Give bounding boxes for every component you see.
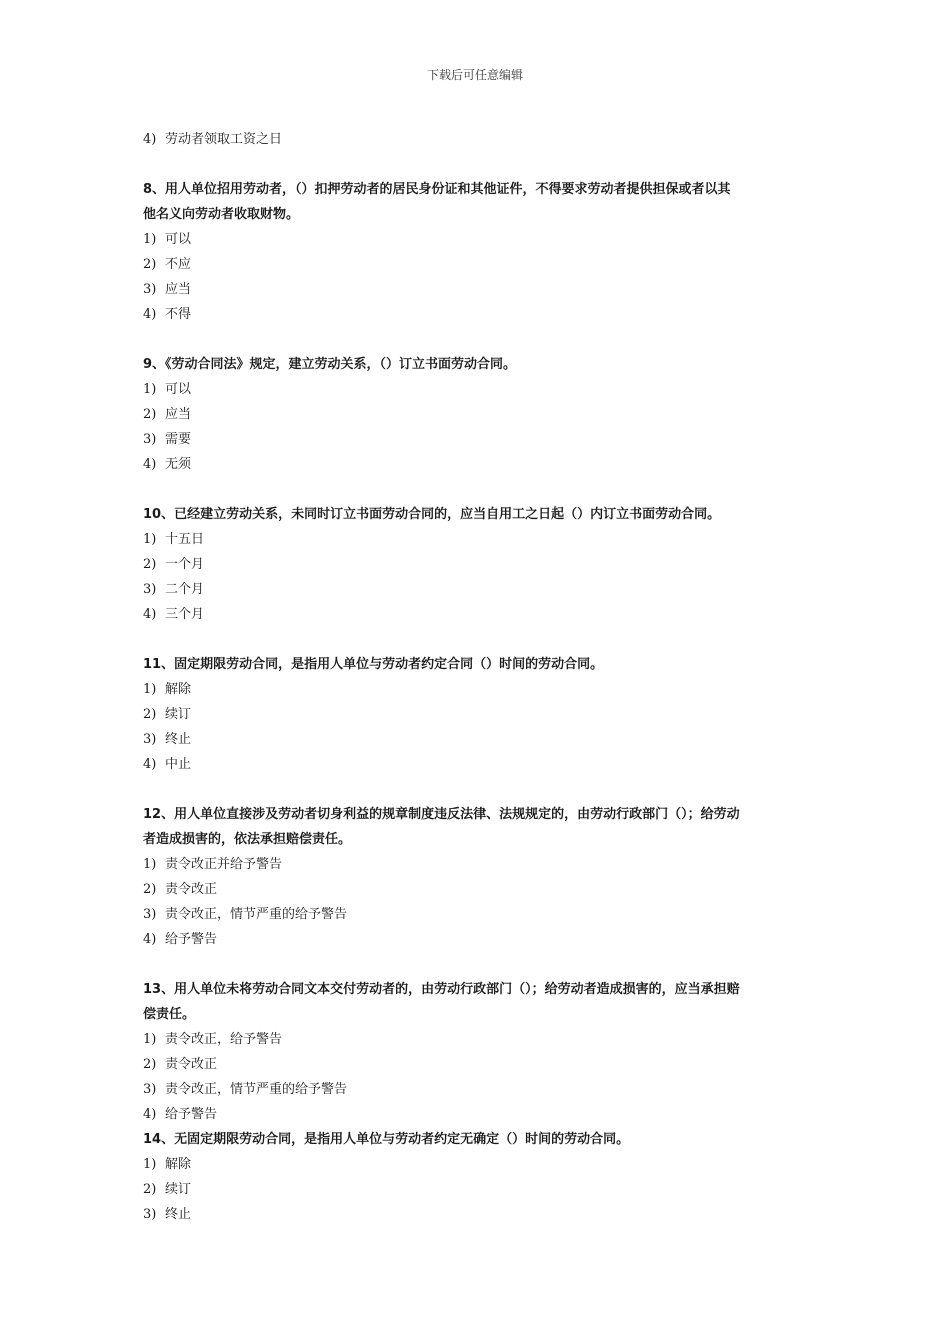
option-line: [143, 252, 808, 277]
option-line: [143, 877, 808, 902]
option-number: 1): [143, 1157, 157, 1172]
option-number: 2): [143, 707, 157, 722]
option-text: 解除: [165, 1157, 192, 1172]
option-line: [143, 402, 808, 427]
option-line: [143, 1027, 808, 1052]
spacer: [143, 777, 808, 802]
option-text: 中止: [165, 757, 192, 772]
question-14: [143, 1127, 808, 1152]
option-text: 三个月: [165, 607, 205, 622]
option-number: 3): [143, 732, 157, 747]
option-text: 终止: [165, 732, 192, 747]
question-text-line: 8、用人单位招用劳动者，（）扣押劳动者的居民身份证和其他证件，不得要求劳动者提供担保或者以其: [143, 182, 731, 197]
option-text: 不应: [165, 257, 192, 272]
option-text: 应当: [165, 407, 192, 422]
option-number: 1): [143, 1032, 157, 1047]
spacer: [143, 627, 808, 652]
option-text: 应当: [165, 282, 192, 297]
option-line: [143, 452, 808, 477]
option-number: 3): [143, 282, 157, 297]
option-line: [143, 927, 808, 952]
question-list: [143, 127, 808, 1227]
option-text: 劳动者领取工资之日: [165, 132, 283, 147]
question-13: [143, 977, 808, 1027]
option-text: 不得: [165, 307, 192, 322]
spacer: [143, 327, 808, 352]
option-number: 3): [143, 582, 157, 597]
spacer: [143, 477, 808, 502]
option-number: 1): [143, 232, 157, 247]
question-text-line: 者造成损害的，依法承担赔偿责任。: [143, 832, 352, 847]
option-text: 续订: [165, 1182, 192, 1197]
option-number: 4): [143, 607, 157, 622]
question-12: [143, 802, 808, 852]
option-number: 2): [143, 882, 157, 897]
option-number: 2): [143, 257, 157, 272]
option-number: 3): [143, 1082, 157, 1097]
option-text: 解除: [165, 682, 192, 697]
question-11: [143, 652, 808, 677]
option-text: 责令改正，情节严重的给予警告: [165, 907, 348, 922]
question-text-line: 9、《劳动合同法》规定，建立劳动关系，（）订立书面劳动合同。: [143, 357, 517, 372]
option-line: [143, 1152, 808, 1177]
option-line: [143, 1052, 808, 1077]
option-number: 4): [143, 1107, 157, 1122]
option-line: [143, 752, 808, 777]
option-text: 一个月: [165, 557, 205, 572]
option-line: [143, 602, 808, 627]
question-text-line: 13、用人单位未将劳动合同文本交付劳动者的，由劳动行政部门（）；给劳动者造成损害的，应当承担赔: [143, 982, 740, 997]
spacer: [143, 152, 808, 177]
option-number: 1): [143, 857, 157, 872]
option-text: 需要: [165, 432, 192, 447]
option-line: [143, 427, 808, 452]
option-line: [143, 902, 808, 927]
option-number: 1): [143, 682, 157, 697]
option-line: [143, 377, 808, 402]
option-number: 4): [143, 132, 157, 147]
spacer: [143, 952, 808, 977]
question-text-line: 他名义向劳动者收取财物。: [143, 207, 300, 222]
option-text: 无须: [165, 457, 192, 472]
option-line: [143, 577, 808, 602]
option-line: [143, 227, 808, 252]
question-9: [143, 352, 808, 377]
option-text: 可以: [165, 382, 192, 397]
option-text: 终止: [165, 1207, 192, 1222]
option-text: 二个月: [165, 582, 205, 597]
option-number: 2): [143, 1182, 157, 1197]
option-line: [143, 1202, 808, 1227]
option-line: [143, 277, 808, 302]
option-text: 给予警告: [165, 1107, 218, 1122]
option-number: 3): [143, 1207, 157, 1222]
page-header: 下载后可任意编辑: [426, 68, 523, 82]
option-number: 4): [143, 757, 157, 772]
question-10: [143, 502, 808, 527]
option-number: 4): [143, 932, 157, 947]
option-line: [143, 127, 808, 152]
option-line: [143, 1177, 808, 1202]
option-line: [143, 852, 808, 877]
question-text-line: 11、固定期限劳动合同，是指用人单位与劳动者约定合同（）时间的劳动合同。: [143, 657, 604, 672]
option-text: 续订: [165, 707, 192, 722]
option-number: 3): [143, 907, 157, 922]
option-line: [143, 1077, 808, 1102]
question-text-line: 偿责任。: [143, 1007, 196, 1022]
option-number: 1): [143, 532, 157, 547]
question-8: [143, 177, 808, 227]
option-number: 4): [143, 307, 157, 322]
option-number: 4): [143, 457, 157, 472]
option-number: 2): [143, 407, 157, 422]
option-text: 给予警告: [165, 932, 218, 947]
question-text-line: 10、已经建立劳动关系，未同时订立书面劳动合同的，应当自用工之日起（）内订立书面劳动合同。: [143, 507, 721, 522]
option-line: [143, 302, 808, 327]
option-line: [143, 727, 808, 752]
option-line: [143, 527, 808, 552]
option-text: 责令改正: [165, 882, 218, 897]
option-line: [143, 702, 808, 727]
option-text: 责令改正并给予警告: [165, 857, 283, 872]
option-text: 十五日: [165, 532, 205, 547]
option-number: 3): [143, 432, 157, 447]
option-text: 责令改正，情节严重的给予警告: [165, 1082, 348, 1097]
option-text: 责令改正，给予警告: [165, 1032, 283, 1047]
option-number: 1): [143, 382, 157, 397]
question-text-line: 14、无固定期限劳动合同，是指用人单位与劳动者约定无确定（）时间的劳动合同。: [143, 1132, 630, 1147]
option-line: [143, 552, 808, 577]
option-line: [143, 1102, 808, 1127]
option-line: [143, 677, 808, 702]
question-text-line: 12、用人单位直接涉及劳动者切身利益的规章制度违反法律、法规规定的，由劳动行政部门（）；给劳动: [143, 807, 740, 822]
option-text: 可以: [165, 232, 192, 247]
option-number: 2): [143, 557, 157, 572]
option-text: 责令改正: [165, 1057, 218, 1072]
option-number: 2): [143, 1057, 157, 1072]
